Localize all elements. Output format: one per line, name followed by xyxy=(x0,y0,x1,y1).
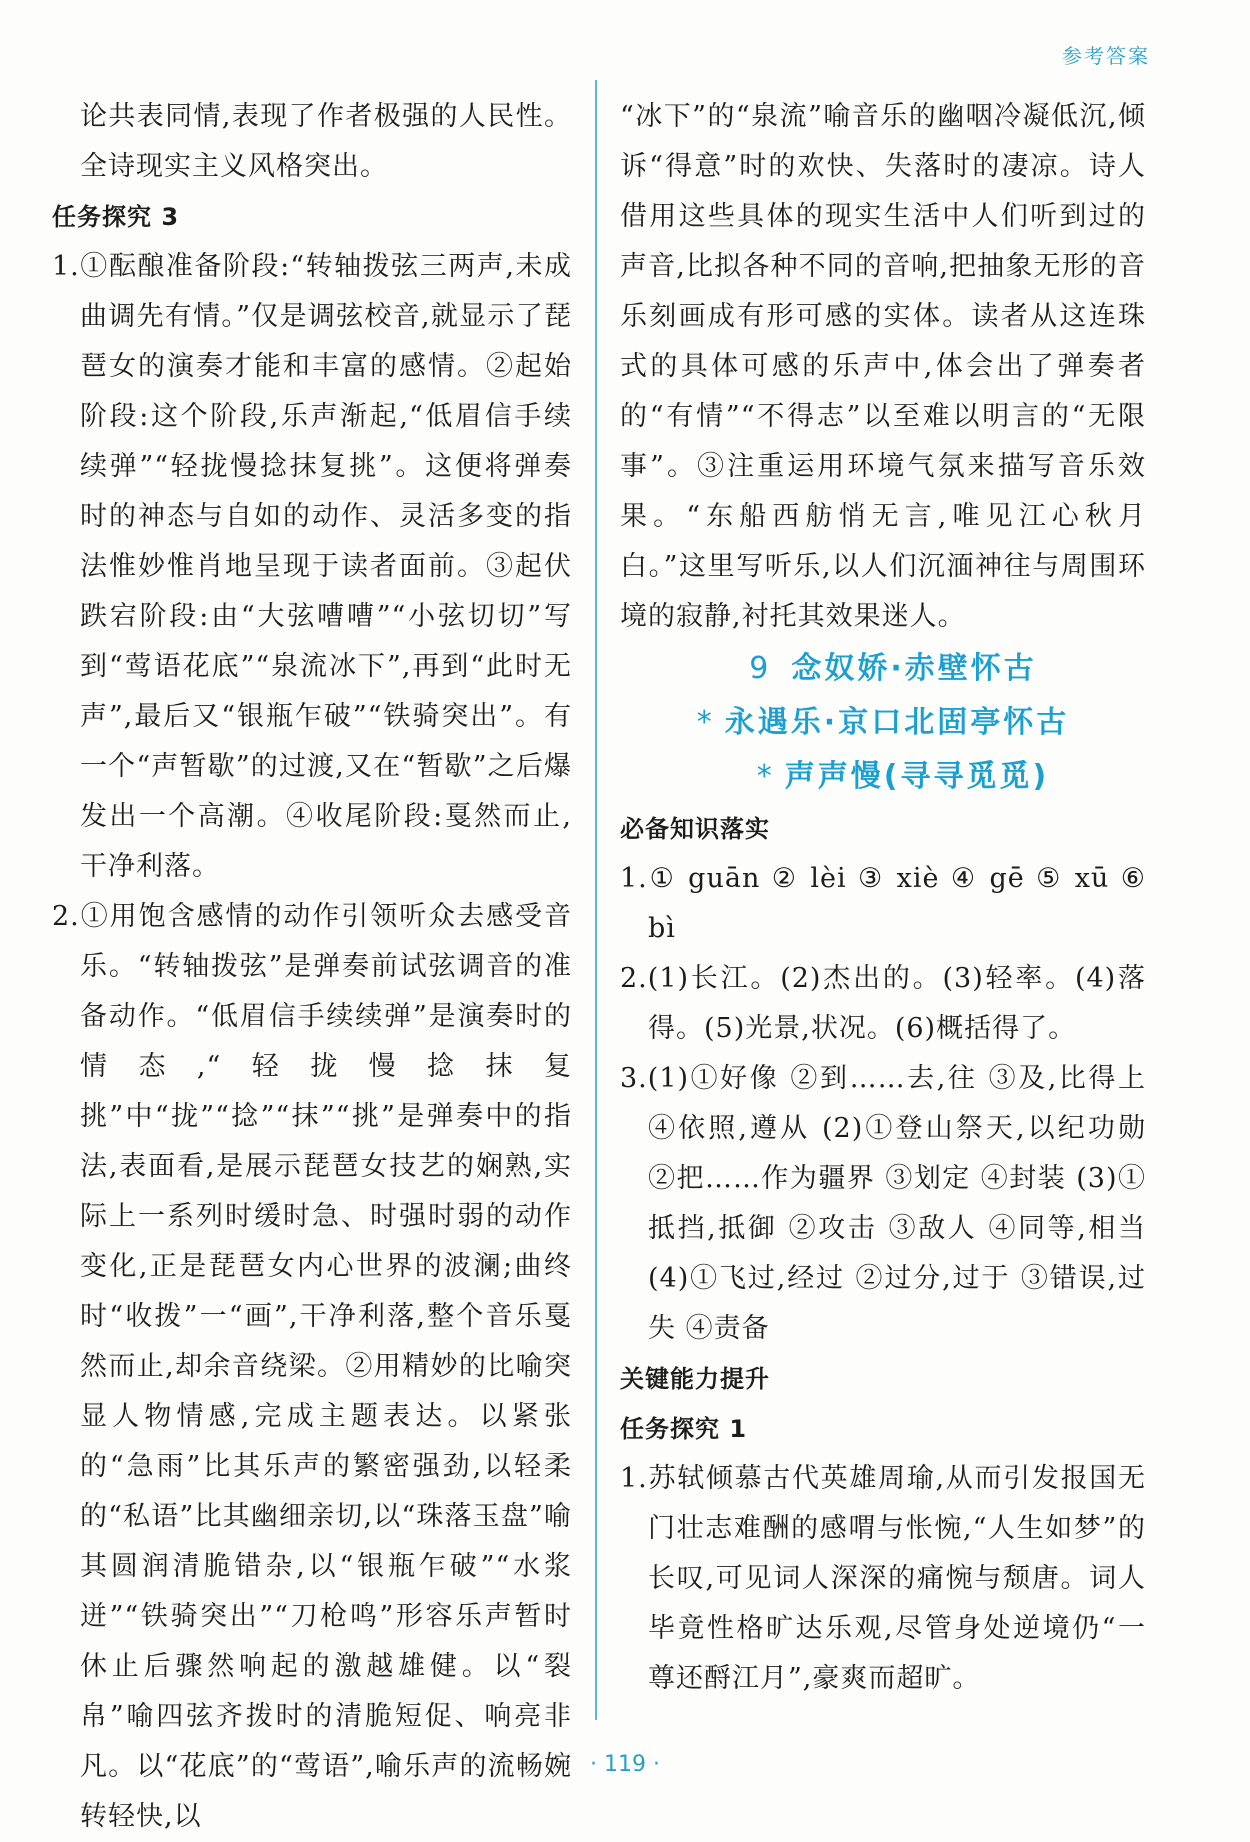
answer-item-1: 1.①酝酿准备阶段:“转轴拨弦三两声,未成曲调先有情。”仅是调弦校音,就显示了琵琶女的演奏才能和丰富的感情。②起始阶段:这个阶段,乐声渐起,“低眉信手续续弹”“轻拢慢捻抹复挑”。这便将弹奏时的神态与自如的动作、灵活多变的指法惟妙惟肖地呈现于读者面前。③起伏跌宕阶段:由“大弦嘈嘈”“小弦切切”写到“莺语花底”“泉流冰下”,再到“此时无声”,最后又“银瓶乍破”“铁骑突出”。有一个“声暂歇”的过渡,又在“暂歇”之后爆发出一个高潮。④收尾阶段:戛然而止,干净利落。 xyxy=(52,251,572,882)
task1-heading: 任务探究 1 xyxy=(620,1415,748,1443)
section-heading-knowledge: 必备知识落实 xyxy=(620,815,770,843)
left-column xyxy=(52,92,572,1842)
column-divider xyxy=(595,80,597,1720)
answer-item-2: 2.(1)长江。(2)杰出的。(3)轻率。(4)落得。(5)光景,状况。(6)概括得了。 xyxy=(620,963,1146,1044)
section-heading-ability: 关键能力提升 xyxy=(620,1365,770,1393)
page-number: · 119 · xyxy=(590,1752,660,1777)
lesson-title-2: * 永遇乐·京口北固亭怀古 xyxy=(696,705,1070,740)
header-title: 参考答案 xyxy=(1062,44,1150,68)
lesson-number: 9 xyxy=(749,651,772,686)
right-column xyxy=(620,92,1146,1704)
lesson-title-1: 9 念奴娇·赤壁怀古 xyxy=(749,651,1037,686)
task3-heading: 任务探究 3 xyxy=(52,203,180,231)
answer-item-2: 2.①用饱含感情的动作引领听众去感受音乐。“转轴拨弦”是弹奏前试弦调音的准备动作。“低眉信手续续弹”是演奏时的情态,“轻拢慢捻抹复挑”中“拢”“捻”“抹”“挑”是弹奏中的指法,表面看,是展示琵琶女技艺的娴熟,实际上一系列时缓时急、时强时弱的动作变化,正是琵琶女内心世界的波澜;曲终时“收拨”一“画”,干净利落,整个音乐戛然而止,却余音绕梁。②用精妙的比喻突显人物情感,完成主题表达。以紧张的“急雨”比其乐声的繁密强劲,以轻柔的“私语”比其幽细亲切,以“珠落玉盘”喻其圆润清脆错杂,以“银瓶乍破”“水浆迸”“铁骑突出”“刀枪鸣”形容乐声暂时休止后骤然响起的激越雄健。以“裂帛”喻四弦齐拨时的清脆短促、响亮非凡。以“花底”的“莺语”,喻乐声的流畅婉转轻快,以 xyxy=(52,901,572,1832)
paragraph-continued: 论共表同情,表现了作者极强的人民性。全诗现实主义风格突出。 xyxy=(80,101,572,182)
asterisk-mark: * xyxy=(756,759,775,794)
paragraph-continued-right: “冰下”的“泉流”喻音乐的幽咽冷凝低沉,倾诉“得意”时的欢快、失落时的凄凉。诗人借用这些具体的现实生活中人们听到过的声音,比拟各种不同的音响,把抽象无形的音乐刻画成有形可感的实体。读者从这连珠式的具体可感的乐声中,体会出了弹奏者的“有情”“不得志”以至难以明言的“无限事”。③注重运用环境气氛来描写音乐效果。“东船西舫悄无言,唯见江心秋月白。”这里写听乐,以人们沉湎神往与周围环境的寂静,衬托其效果迷人。 xyxy=(620,101,1146,632)
lesson-title-3: * 声声慢(寻寻觅觅) xyxy=(756,759,1050,794)
answer-item-3: 3.(1)①好像 ②到……去,往 ③及,比得上 ④依照,遵从 (2)①登山祭天,以纪功勋 ②把……作为疆界 ③划定 ④封装 (3)①抵挡,抵御 ②攻击 ③敌人 ④同等,相当 (4)①飞过,经过 ②过分,过于 ③错误,过失 ④责备 xyxy=(620,1063,1146,1344)
answer-item-1: 1.① guān ② lèi ③ xiè ④ gē ⑤ xū ⑥ bì xyxy=(620,863,1146,944)
asterisk-mark: * xyxy=(696,705,715,740)
answer-item-b1: 1.苏轼倾慕古代英雄周瑜,从而引发报国无门壮志难酬的感喟与怅惋,“人生如梦”的长叹,可见词人深深的痛惋与颓唐。词人毕竟性格旷达乐观,尽管身处逆境仍“一尊还酹江月”,豪爽而超旷。 xyxy=(620,1463,1146,1694)
